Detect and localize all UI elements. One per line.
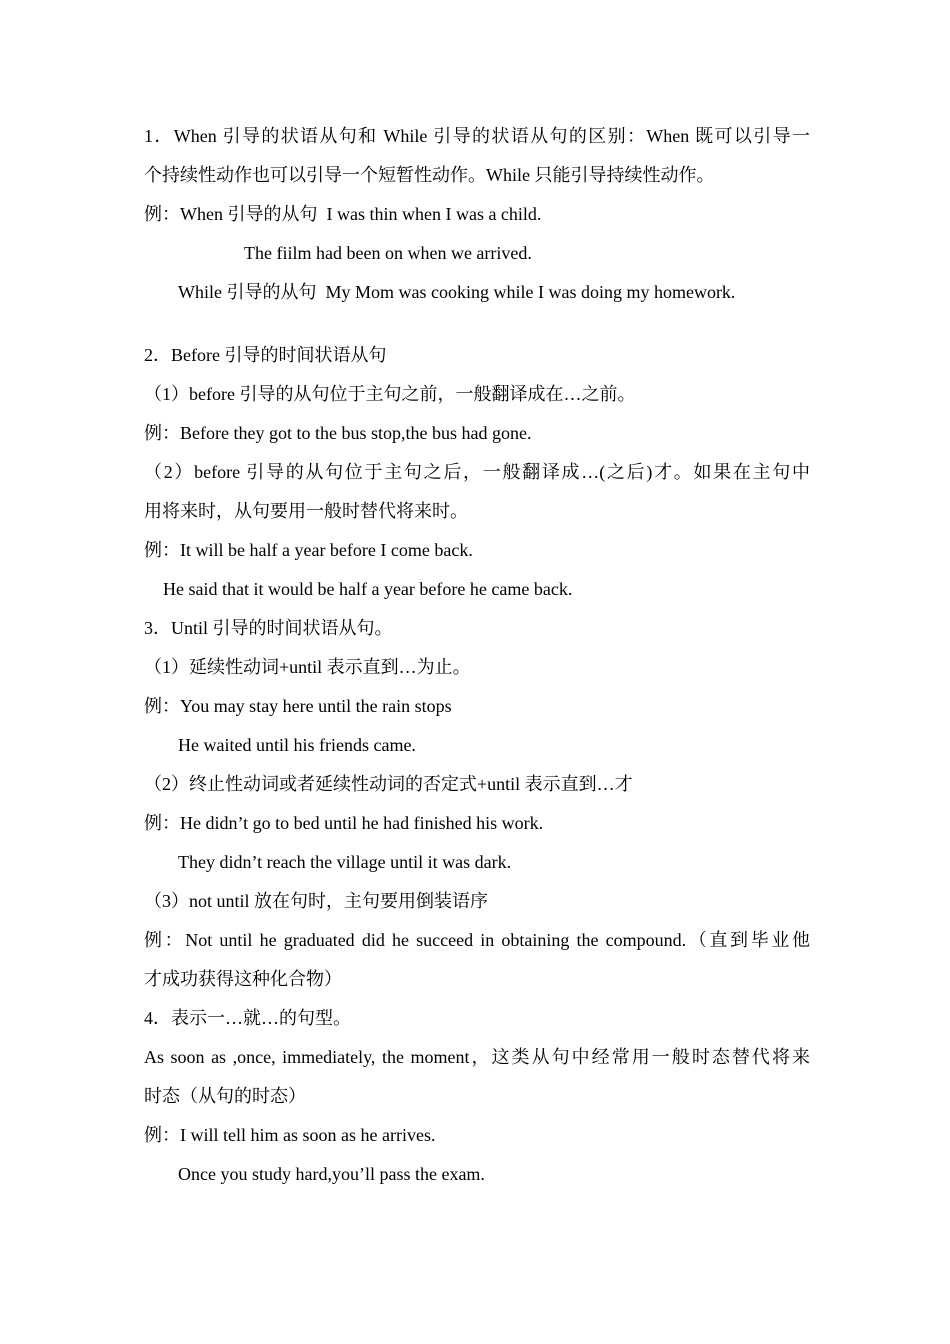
s3-line-10: 才成功获得这种化合物）	[144, 969, 342, 989]
s2-line-2: （1）before 引导的从句位于主句之前，一般翻译成在…之前。	[144, 384, 636, 404]
s3-line-7: They didn’t reach the village until it was dark.	[178, 852, 512, 872]
s3-line-5: （2）终止性动词或者延续性动词的否定式+until 表示直到…才	[144, 774, 633, 794]
s3-line-8: （3）not until 放在句时，主句要用倒装语序	[144, 891, 489, 911]
s1-line-5: While 引导的从句 My Mom was cooking while I was doing my homework.	[178, 282, 736, 302]
s4-line-2: As soon as ,once, immediately, the moment，这类从句中经常用一般时态替代将来	[144, 1047, 810, 1067]
s2-line-4: （2）before 引导的从句位于主句之后，一般翻译成…(之后)才。如果在主句中	[144, 462, 810, 482]
s2-line-7: He said that it would be half a year before he came back.	[163, 579, 573, 599]
s4-line-1: 4．表示一…就…的句型。	[144, 1008, 351, 1028]
s3-line-4: He waited until his friends came.	[178, 735, 416, 755]
s2-line-1: 2．Before 引导的时间状语从句	[144, 345, 387, 365]
s1-line-1: 1．When 引导的状语从句和 While 引导的状语从句的区别：When 既可以引导一	[144, 126, 810, 146]
section-gap	[144, 312, 810, 336]
s3-line-9: 例：Not until he graduated did he succeed in obtaining the compound.（直到毕业他	[144, 930, 810, 950]
s2-line-5: 用将来时，从句要用一般时替代将来时。	[144, 501, 468, 521]
s1-line-4: The fiilm had been on when we arrived.	[244, 243, 532, 263]
document-page	[144, 117, 810, 1194]
s3-line-6: 例：He didn’t go to bed until he had finished his work.	[144, 813, 544, 833]
s1-line-2: 个持续性动作也可以引导一个短暂性动作。While 只能引导持续性动作。	[144, 165, 715, 185]
s3-line-1: 3．Until 引导的时间状语从句。	[144, 618, 393, 638]
s4-line-5: Once you study hard,you’ll pass the exam.	[178, 1164, 485, 1184]
s3-line-3: 例：You may stay here until the rain stops	[144, 696, 452, 716]
s2-line-3: 例：Before they got to the bus stop,the bus had gone.	[144, 423, 532, 443]
s3-line-2: （1）延续性动词+until 表示直到…为止。	[144, 657, 471, 677]
s1-line-3: 例：When 引导的从句 I was thin when I was a child.	[144, 204, 542, 224]
s2-line-6: 例：It will be half a year before I come back.	[144, 540, 473, 560]
s4-line-3: 时态（从句的时态）	[144, 1086, 306, 1106]
s4-line-4: 例：I will tell him as soon as he arrives.	[144, 1125, 436, 1145]
